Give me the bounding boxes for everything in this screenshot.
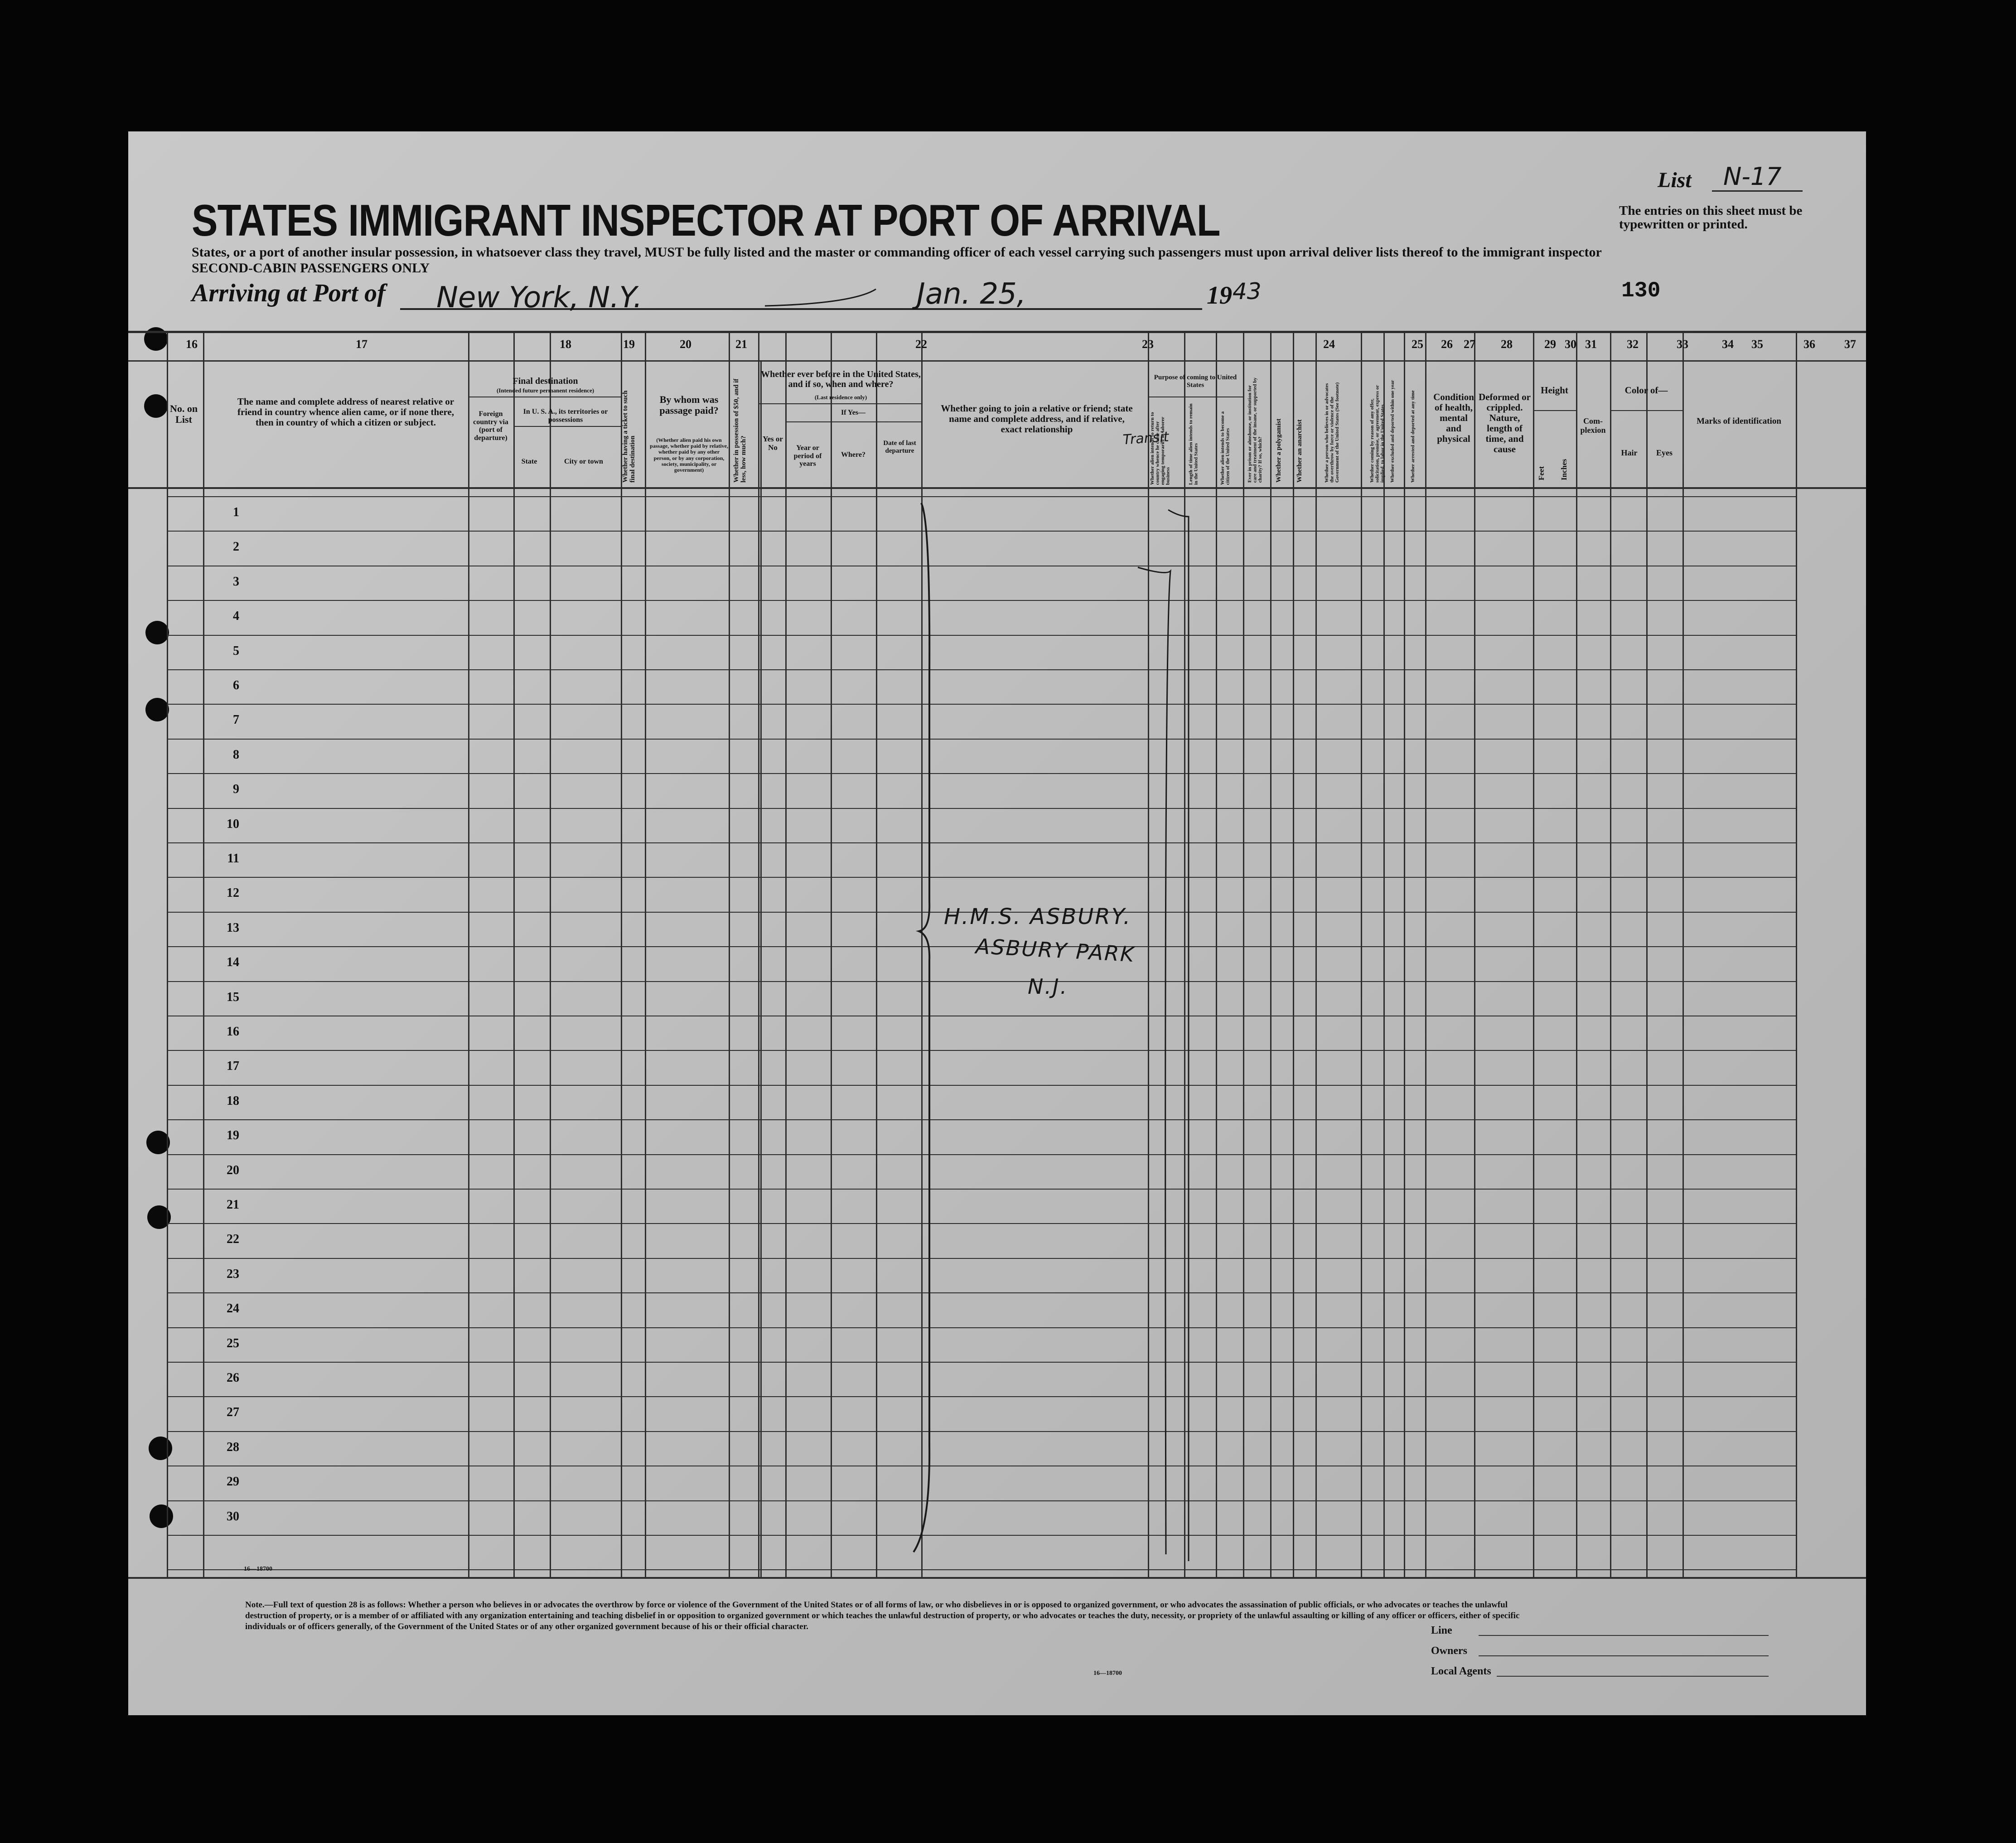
col-header-going-to-join: Whether going to join a relative or friend; state name and complete address, and if relative, exact relationship <box>941 403 1133 435</box>
col-header-yes-no: Yes or No <box>763 435 783 452</box>
col-header-polygamist: Whether a polygamist <box>1275 418 1282 483</box>
col-num-34: 34 <box>1722 338 1734 351</box>
col-num-21: 21 <box>735 338 747 351</box>
row-number: 12 <box>227 886 239 900</box>
row-number: 28 <box>227 1440 239 1454</box>
date-slash <box>765 289 876 306</box>
col-num-19: 19 <box>623 338 635 351</box>
page-title: STATES IMMIGRANT INSPECTOR AT PORT OF ARRIVAL <box>192 195 1220 245</box>
instructions-text: States, or a port of another insular possession, in whatsoever class they travel, MUST be fully listed and the master or commanding officer of each vessel carrying such passengers must upon arrival deliver lists thereof to the immigrant inspector <box>192 245 1602 260</box>
col-header-purpose: Purpose of coming to United States <box>1154 374 1237 389</box>
col-header-purpose-return: Whether alien intends to return to country whence he came after engaging temporarily in laborer business <box>1150 412 1171 485</box>
row-number: 10 <box>227 817 239 831</box>
row-number: 15 <box>227 990 239 1004</box>
local-agents-rule <box>1497 1676 1769 1677</box>
ditto-line <box>1138 567 1170 1554</box>
row-number: 25 <box>227 1336 239 1350</box>
col-num-31: 31 <box>1585 338 1597 351</box>
col-header-foreign-country: Foreign country via (port of departure) <box>473 410 508 442</box>
col-header-in-usa: In U. S. A., its territories or possessions <box>523 408 608 424</box>
col-header-marks: Marks of identification <box>1697 416 1781 426</box>
row-number: 19 <box>227 1128 239 1143</box>
col-header-deformed: Deformed or crippled. Nature, length of time, and cause <box>1479 392 1531 455</box>
col-header-excluded: Whether excluded and deported within one year <box>1390 380 1395 483</box>
ditto-line <box>1168 510 1189 1561</box>
row-number: 6 <box>233 678 239 692</box>
col-header-inches: Inches <box>1560 459 1568 480</box>
col-num-35: 35 <box>1751 338 1763 351</box>
row-number: 5 <box>233 643 239 658</box>
purpose-entry: Transit <box>1122 429 1170 448</box>
row-number: 30 <box>227 1509 239 1524</box>
row-number: 18 <box>227 1093 239 1108</box>
join-entry-line1: H.M.S. ASBURY. <box>944 904 1132 929</box>
col-num-18: 18 <box>560 338 571 351</box>
col-header-passage-paid: By whom was passage paid? <box>659 394 719 416</box>
port-value: New York, N.Y. <box>436 281 643 314</box>
col-num-16: 16 <box>186 338 198 351</box>
col-header-height: Height <box>1541 385 1568 396</box>
row-number: 27 <box>227 1405 239 1420</box>
col-num-27: 27 <box>1464 338 1475 351</box>
row-number: 29 <box>227 1475 239 1489</box>
arriving-label: Arriving at Port of <box>192 279 386 307</box>
col-header-final-destination-sub: (Intended future permanent residence) <box>496 387 595 394</box>
col-header-last-residence: (Last residence only) <box>814 394 867 401</box>
col-header-years: Year or period of years <box>793 444 822 468</box>
col-num-28: 28 <box>1501 338 1513 351</box>
entries-note: The entries on this sheet must be typewritten or printed. <box>1619 203 1803 232</box>
row-number: 11 <box>227 851 239 866</box>
col-header-overthrow: Whether a person who believes in or advocates the overthrow by force or violence of the Government of the United States (See footnote) <box>1324 382 1340 483</box>
date-value: Jan. 25, <box>917 277 1026 311</box>
footnote: Note.—Full text of question 28 is as follows: Whether a person who believes in or advocates the overthrow by force or violence of the Government of the United States or of all forms of law, or who disbelieves in or is opposed to organized government, or who advocates the assassination of public officials, or who advocates or teaches the unlawful destruction of property, or is a member of or affiliated with any organization entertaining and teaching disbelief in or opposition to organized government or which teaches the unlawful destruction of property, or who advocates or teaches the duty, necessity, or propriety of the unlawful assaulting or killing of any officer or officers, either of specific individuals or of officers generally, of the Government of the United States or of any other organized government because of his or their official character. <box>245 1600 1520 1631</box>
col-header-city: City or town <box>564 458 603 465</box>
col-num-23: 23 <box>1142 338 1154 351</box>
owners-label: Owners <box>1431 1645 1467 1657</box>
col-header-ticket: Whether having a ticket to such final destination <box>622 390 636 483</box>
year-value: 43 <box>1233 278 1262 305</box>
col-num-24: 24 <box>1323 338 1335 351</box>
join-entry-line3: N.J. <box>1028 974 1068 999</box>
row-number: 13 <box>227 920 239 935</box>
row-number: 16 <box>227 1025 239 1039</box>
col-num-33: 33 <box>1677 338 1688 351</box>
col-header-no-on-list: No. on List <box>169 403 198 426</box>
col-num-36: 36 <box>1803 338 1815 351</box>
col-num-30: 30 <box>1565 338 1576 351</box>
row-number: 8 <box>233 747 239 762</box>
col-header-purpose-length: Length of time alien intends to remain in the United States <box>1188 403 1199 485</box>
col-header-prison: Ever in prison or almshouse, or institution for care and treatment of the insane, or supported by charity? If so, which? <box>1247 377 1263 483</box>
form-number-footer: 16—18700 <box>1093 1670 1122 1677</box>
col-header-if-yes: If Yes— <box>841 409 866 416</box>
line-label: Line <box>1431 1625 1452 1636</box>
col-num-22: 22 <box>915 338 927 351</box>
col-header-ever-before: Whether ever before in the United States, and if so, when and where? <box>761 369 921 389</box>
brace-mark <box>914 503 929 1552</box>
col-num-26: 26 <box>1441 338 1453 351</box>
col-header-purpose-citizen: Whether alien intends to become a citizen of the United States <box>1220 411 1231 485</box>
line-rule <box>1479 1635 1769 1636</box>
form-number: 16—18700 <box>244 1566 272 1572</box>
list-value: N-17 <box>1723 162 1782 191</box>
join-entry-line2: ASBURY PARK <box>975 934 1136 967</box>
row-number: 2 <box>233 540 239 554</box>
col-num-17: 17 <box>356 338 367 351</box>
col-num-25: 25 <box>1412 338 1423 351</box>
col-header-labor-offer: Whether coming by reason of any offer, solicitation, promise, or agreement, express or implied, to labor in the United States <box>1369 385 1386 483</box>
col-header-hair: Hair <box>1621 448 1638 457</box>
col-header-eyes: Eyes <box>1656 448 1673 457</box>
col-header-arrested: Whether arrested and deported at any time <box>1410 390 1416 483</box>
row-number: 26 <box>227 1371 239 1385</box>
col-num-20: 20 <box>680 338 691 351</box>
row-number: 17 <box>227 1059 239 1074</box>
list-label: List <box>1658 168 1692 192</box>
owners-rule <box>1479 1655 1769 1656</box>
row-number: 7 <box>233 713 239 727</box>
col-header-complexion: Com-plexion <box>1580 416 1606 435</box>
row-number: 3 <box>233 574 239 589</box>
col-num-29: 29 <box>1544 338 1556 351</box>
row-number: 14 <box>227 955 239 970</box>
col-header-color-of: Color of— <box>1624 385 1668 396</box>
class-line: SECOND-CABIN PASSENGERS ONLY <box>192 261 430 276</box>
col-header-fifty-dollars: Whether in possession of $50, and if less, how much? <box>733 378 747 483</box>
row-number: 20 <box>227 1163 239 1177</box>
col-header-last-departure: Date of last departure <box>883 440 916 455</box>
row-number: 24 <box>227 1301 239 1316</box>
col-num-32: 32 <box>1627 338 1639 351</box>
manifest-sheet <box>128 131 1866 1715</box>
row-number: 9 <box>233 782 239 797</box>
col-header-anarchist: Whether an anarchist <box>1296 419 1303 483</box>
col-header-nearest-relative: The name and complete address of nearest relative or friend in country whence alien came, or if none there, then in country of which a citizen or subject. <box>237 396 454 428</box>
row-number: 23 <box>227 1267 239 1281</box>
col-num-37: 37 <box>1844 338 1856 351</box>
row-number: 1 <box>233 505 239 519</box>
col-header-passage-paid-sub: (Whether alien paid his own passage, whether paid by relative, whether paid by any other person, or by any corporation, society, municipality, or government) <box>650 437 728 473</box>
row-number: 22 <box>227 1232 239 1247</box>
col-header-feet: Feet <box>1537 466 1546 480</box>
local-agents-label: Local Agents <box>1431 1665 1491 1677</box>
col-header-final-destination: Final destination <box>512 376 578 386</box>
year-prefix: 19 <box>1207 281 1232 310</box>
row-number: 4 <box>233 609 239 624</box>
col-header-where: Where? <box>841 451 865 459</box>
col-header-state: State <box>521 458 537 465</box>
row-number: 21 <box>227 1198 239 1212</box>
sheet-number: 130 <box>1621 279 1661 303</box>
col-header-health: Condition of health, mental and physical <box>1433 392 1474 445</box>
